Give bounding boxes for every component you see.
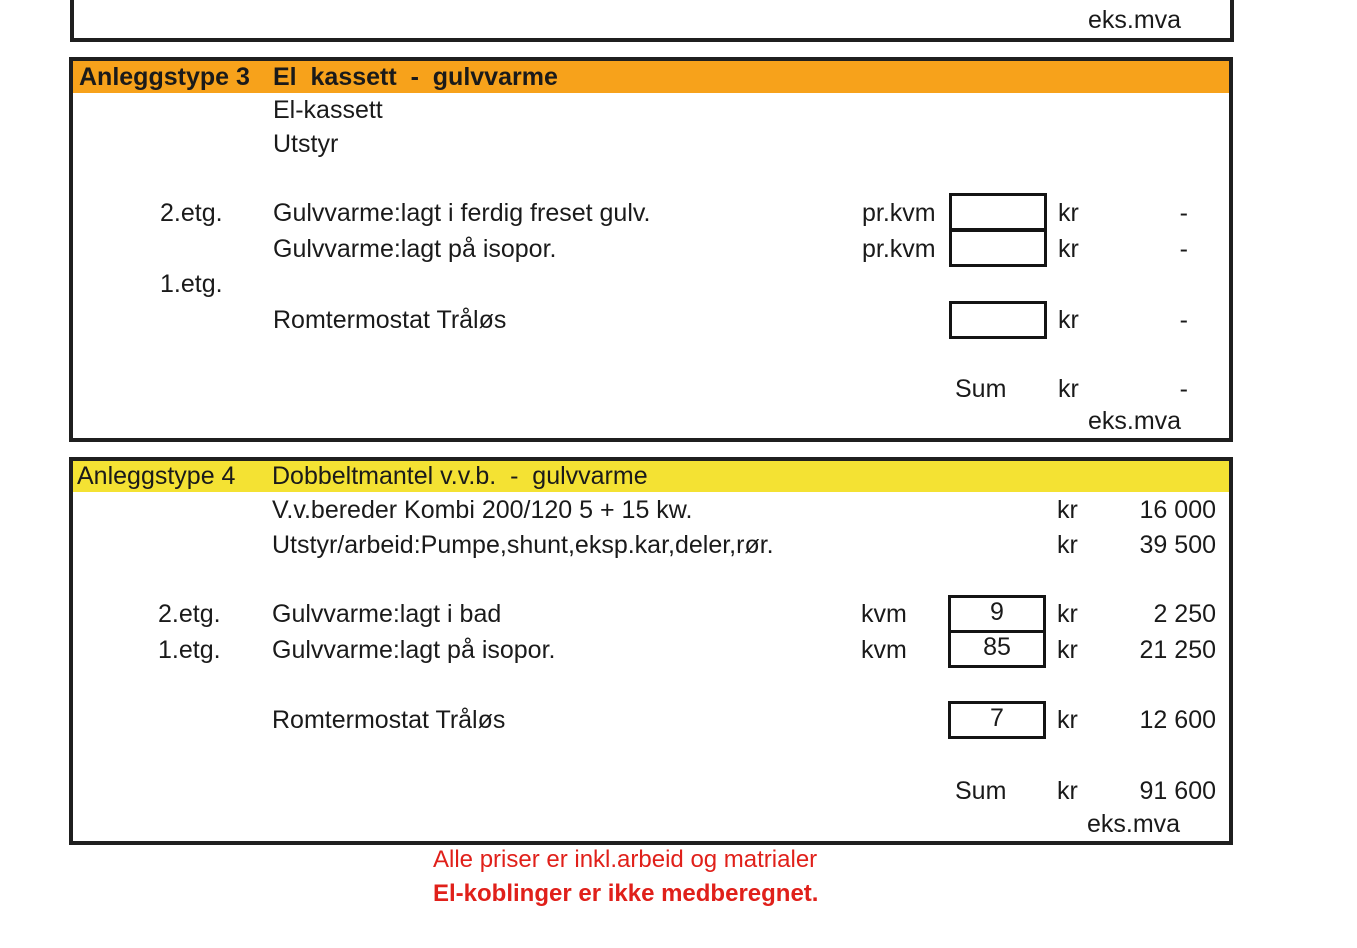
section-3-sum-label: Sum [955, 375, 1007, 403]
section-3-qty-input[interactable] [949, 193, 1047, 231]
section-4-item-currency: kr [1057, 496, 1078, 524]
section-4-row-desc: Romtermostat Tråløs [272, 706, 506, 734]
section-4-row-unit: kvm [861, 600, 907, 628]
section-4-row-amount: 2 250 [1153, 600, 1216, 628]
section-3-type-label: Anleggstype 3 [79, 63, 250, 91]
footer-note-connections: El-koblinger er ikke medberegnet. [433, 880, 819, 907]
section-3-mva-label: eks.mva [1088, 407, 1182, 435]
section-4-row-desc: Gulvvarme:lagt i bad [272, 600, 502, 628]
section-4-header-bar [73, 461, 1229, 492]
section-4-item-amount: 16 000 [1139, 496, 1216, 524]
section-4-type-label: Anleggstype 4 [77, 462, 236, 490]
section-3-row-amount: - [1179, 235, 1188, 263]
section-4-qty-input[interactable]: 85 [948, 630, 1046, 668]
prev-section-frame [70, 0, 1234, 42]
section-4-row-amount: 21 250 [1139, 636, 1216, 664]
section-3-sum-value: - [1179, 375, 1188, 403]
section-4-row-floor: 2.etg. [158, 600, 221, 628]
section-3-qty-input[interactable] [949, 301, 1047, 339]
section-4-row-currency: kr [1057, 600, 1078, 628]
footer-note-prices: Alle priser er inkl.arbeid og matrialer [433, 846, 818, 873]
section-4-item-desc: Utstyr/arbeid:Pumpe,shunt,eksp.kar,deler,rør. [272, 531, 774, 559]
section-3-row-desc: Gulvvarme:lagt på isopor. [273, 235, 557, 263]
section-4-item-amount: 39 500 [1139, 531, 1216, 559]
section-4-qty-input[interactable]: 9 [948, 595, 1046, 633]
section-3-qty-input[interactable] [949, 229, 1047, 267]
section-4-row-currency: kr [1057, 706, 1078, 734]
section-4-sum-value: 91 600 [1139, 777, 1216, 805]
section-4-item-currency: kr [1057, 531, 1078, 559]
section-3-line-utstyr: Utstyr [273, 130, 339, 158]
section-3-floor-1: 1.etg. [160, 270, 223, 298]
section-3-row-currency: kr [1058, 306, 1079, 334]
section-3-floor-2: 2.etg. [160, 199, 223, 227]
section-4-row-currency: kr [1057, 636, 1078, 664]
section-4-row-amount: 12 600 [1139, 706, 1216, 734]
section-3-row-amount: - [1179, 306, 1188, 334]
section-3-sum-currency: kr [1058, 375, 1079, 403]
prev-mva-label: eks.mva [1088, 6, 1182, 34]
section-4-row-desc: Gulvvarme:lagt på isopor. [272, 636, 556, 664]
section-3-row-desc: Gulvvarme:lagt i ferdig freset gulv. [273, 199, 651, 227]
section-3-row-currency: kr [1058, 199, 1079, 227]
section-3-row-unit: pr.kvm [862, 235, 936, 263]
section-4-mva-label: eks.mva [1087, 810, 1181, 838]
section-3-line-elkassett: El-kassett [273, 96, 383, 124]
section-3-title: El kassett - gulvvarme [273, 63, 558, 91]
section-4-qty-input[interactable]: 7 [948, 701, 1046, 739]
section-3-row-desc: Romtermostat Tråløs [273, 306, 507, 334]
section-4-sum-label: Sum [955, 777, 1007, 805]
section-4-sum-currency: kr [1057, 777, 1078, 805]
section-4-row-floor: 1.etg. [158, 636, 221, 664]
section-3-row-unit: pr.kvm [862, 199, 936, 227]
section-4-row-unit: kvm [861, 636, 907, 664]
section-4-title: Dobbeltmantel v.v.b. - gulvvarme [272, 462, 648, 490]
section-4-item-desc: V.v.bereder Kombi 200/120 5 + 15 kw. [272, 496, 693, 524]
section-3-row-amount: - [1179, 199, 1188, 227]
section-3-row-currency: kr [1058, 235, 1079, 263]
